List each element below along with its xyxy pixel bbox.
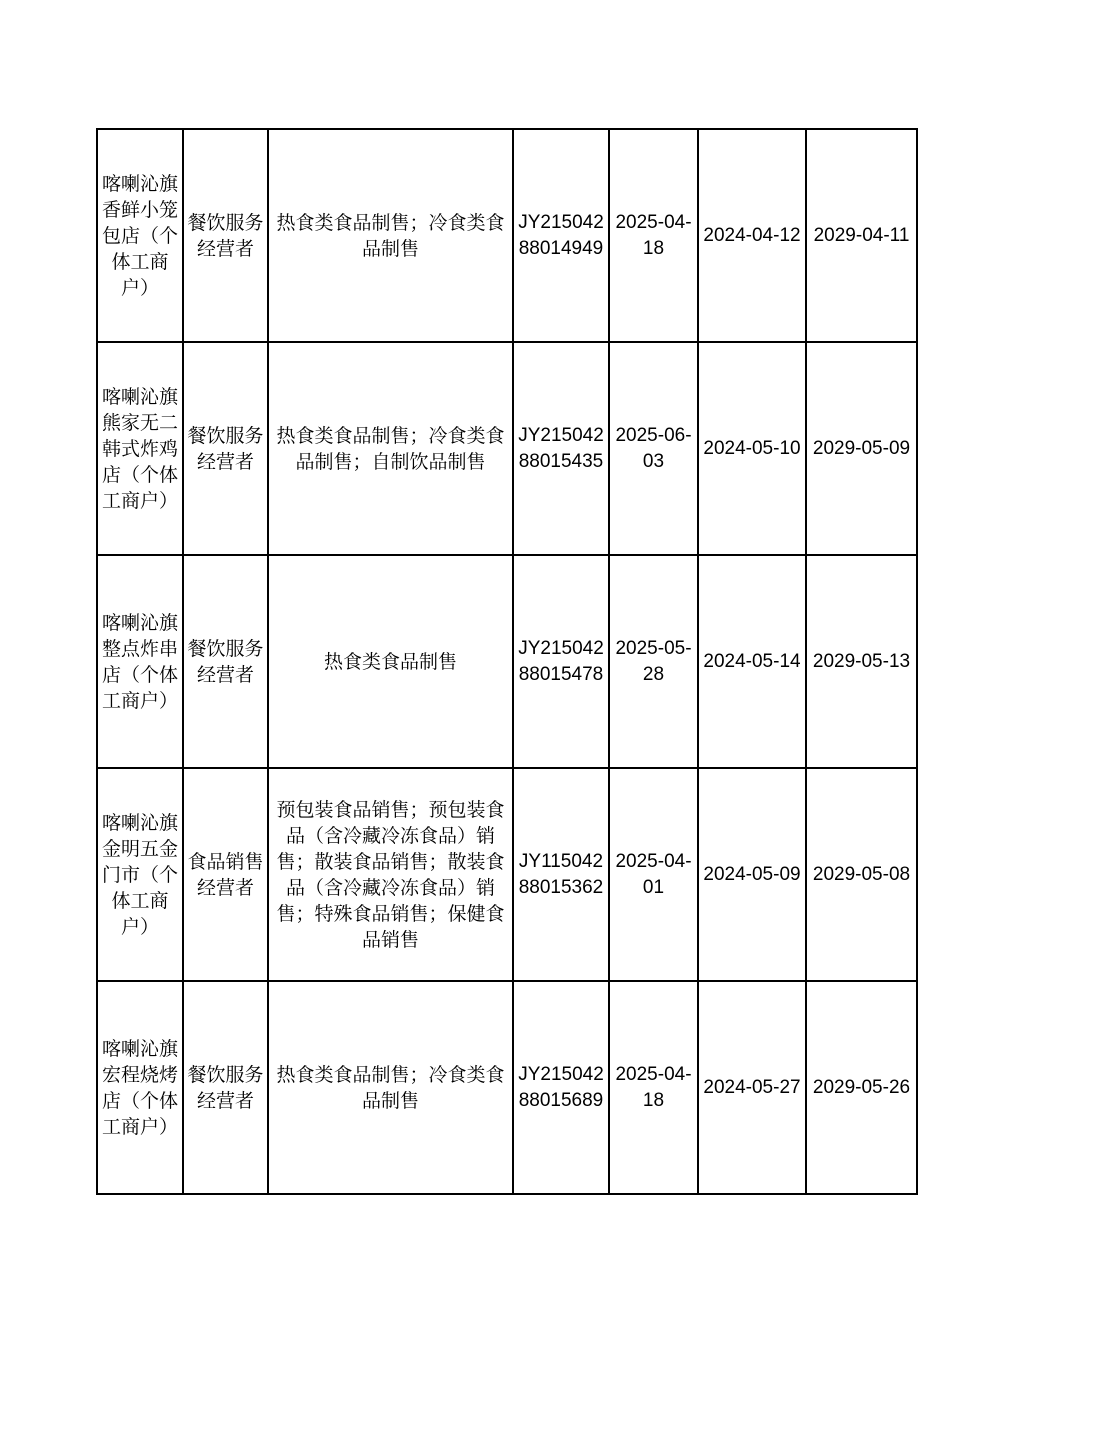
license-number-cell: JY21504288015478 (513, 555, 609, 768)
business-name-cell: 喀喇沁旗宏程烧烤店（个体工商户） (97, 981, 183, 1194)
table-row (97, 129, 917, 342)
table-row (97, 768, 917, 981)
valid-to-cell: 2029-05-08 (806, 768, 917, 981)
valid-from-cell: 2024-05-27 (698, 981, 806, 1194)
valid-from-cell: 2024-04-12 (698, 129, 806, 342)
decision-date-cell: 2025-04-18 (609, 981, 698, 1194)
valid-to-cell: 2029-05-13 (806, 555, 917, 768)
operator-type-cell: 餐饮服务经营者 (183, 129, 268, 342)
business-scope-cell: 预包装食品销售；预包装食品（含冷藏冷冻食品）销售；散装食品销售；散装食品（含冷藏冷冻食品）销售；特殊食品销售；保健食品销售 (268, 768, 513, 981)
valid-to-cell: 2029-05-09 (806, 342, 917, 555)
valid-to-cell: 2029-04-11 (806, 129, 917, 342)
license-number-cell: JY11504288015362 (513, 768, 609, 981)
business-name-cell: 喀喇沁旗熊家无二韩式炸鸡店（个体工商户） (97, 342, 183, 555)
business-scope-cell: 热食类食品制售 (268, 555, 513, 768)
license-table (96, 128, 918, 1195)
license-number-cell: JY21504288015689 (513, 981, 609, 1194)
valid-from-cell: 2024-05-09 (698, 768, 806, 981)
business-name-cell: 喀喇沁旗金明五金门市（个体工商户） (97, 768, 183, 981)
operator-type-cell: 餐饮服务经营者 (183, 981, 268, 1194)
valid-to-cell: 2029-05-26 (806, 981, 917, 1194)
operator-type-cell: 餐饮服务经营者 (183, 555, 268, 768)
table-row (97, 555, 917, 768)
table-row (97, 342, 917, 555)
business-scope-cell: 热食类食品制售；冷食类食品制售 (268, 981, 513, 1194)
operator-type-cell: 食品销售经营者 (183, 768, 268, 981)
decision-date-cell: 2025-04-01 (609, 768, 698, 981)
decision-date-cell: 2025-04-18 (609, 129, 698, 342)
license-number-cell: JY21504288015435 (513, 342, 609, 555)
decision-date-cell: 2025-06-03 (609, 342, 698, 555)
license-number-cell: JY21504288014949 (513, 129, 609, 342)
business-scope-cell: 热食类食品制售；冷食类食品制售；自制饮品制售 (268, 342, 513, 555)
decision-date-cell: 2025-05-28 (609, 555, 698, 768)
valid-from-cell: 2024-05-14 (698, 555, 806, 768)
operator-type-cell: 餐饮服务经营者 (183, 342, 268, 555)
valid-from-cell: 2024-05-10 (698, 342, 806, 555)
business-name-cell: 喀喇沁旗香鲜小笼包店（个体工商户） (97, 129, 183, 342)
business-scope-cell: 热食类食品制售；冷食类食品制售 (268, 129, 513, 342)
business-name-cell: 喀喇沁旗整点炸串店（个体工商户） (97, 555, 183, 768)
table-row (97, 981, 917, 1194)
